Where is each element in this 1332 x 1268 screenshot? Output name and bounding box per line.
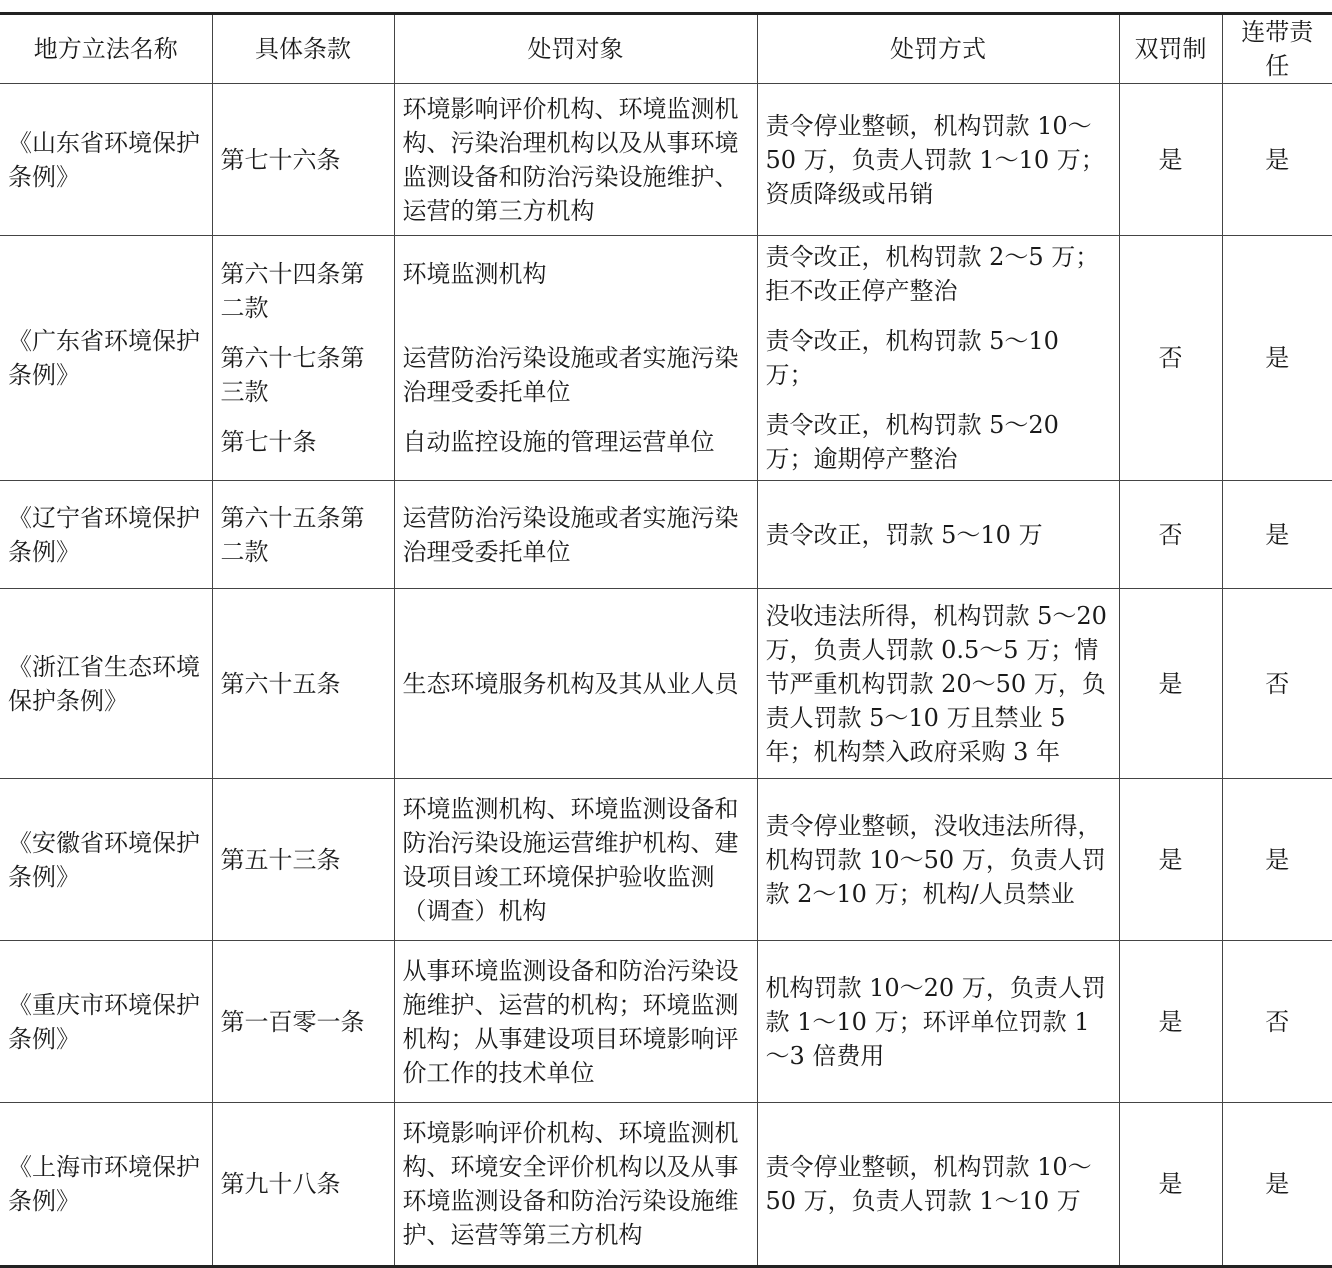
- table-row: [0, 941, 1332, 1103]
- penalty-sub-item: 责令改正，机构罚款 5～10 万；: [765, 327, 1059, 389]
- dual-penalty-cell: 是: [1119, 941, 1222, 1103]
- clause-cell: [212, 236, 394, 481]
- penalty-cell: 没收违法所得，机构罚款 5～20 万，负责人罚款 0.5～5 万；情节严重机构罚款 20～50 万，负责人罚款 5～10 万且禁业 5 年；机构禁入政府采购 3 年: [757, 589, 1119, 779]
- header-joint-liability: 连带责任: [1222, 14, 1332, 84]
- target-cell: 环境监测机构、环境监测设备和防治污染设施运营维护机构、建设项目竣工环境保护验收监测（调查）机构: [394, 779, 757, 941]
- table-header-row: [0, 14, 1332, 84]
- clause-cell: 第九十八条: [212, 1103, 394, 1267]
- penalty-cell: [757, 236, 1119, 481]
- law-name-cell: 《广东省环境保护条例》: [0, 236, 212, 481]
- table-row: [0, 1103, 1332, 1267]
- penalty-cell: 机构罚款 10～20 万，负责人罚款 1～10 万；环评单位罚款 1～3 倍费用: [757, 941, 1119, 1103]
- header-law-name: 地方立法名称: [0, 14, 212, 84]
- target-cell: 环境影响评价机构、环境监测机构、污染治理机构以及从事环境监测设备和防治污染设施维护、运营的第三方机构: [394, 84, 757, 236]
- target-sub-item: 自动监控设施的管理运营单位: [402, 428, 715, 456]
- table-row: [0, 589, 1332, 779]
- penalty-cell: 责令停业整顿，没收违法所得，机构罚款 10～50 万，负责人罚款 2～10 万；机构/人员禁业: [757, 779, 1119, 941]
- target-cell: [394, 236, 757, 481]
- dual-penalty-cell: 是: [1119, 779, 1222, 941]
- clause-cell: 第六十五条第二款: [212, 481, 394, 589]
- law-name-cell: 《上海市环境保护条例》: [0, 1103, 212, 1267]
- header-clause: 具体条款: [212, 14, 394, 84]
- header-penalty: 处罚方式: [757, 14, 1119, 84]
- penalty-cell: 责令改正，罚款 5～10 万: [757, 481, 1119, 589]
- penalty-sub-item: 责令改正，机构罚款 2～5 万；拒不改正停产整治: [765, 243, 1100, 305]
- header-dual-penalty: 双罚制: [1119, 14, 1222, 84]
- joint-liability-cell: 是: [1222, 84, 1332, 236]
- joint-liability-cell: 是: [1222, 236, 1332, 481]
- dual-penalty-cell: 是: [1119, 589, 1222, 779]
- clause-sub-item: 第七十条: [220, 428, 317, 456]
- penalty-comparison-table: [0, 12, 1332, 1268]
- header-target: 处罚对象: [394, 14, 757, 84]
- target-cell: 环境影响评价机构、环境监测机构、环境安全评价机构以及从事环境监测设备和防治污染设施维护、运营等第三方机构: [394, 1103, 757, 1267]
- target-cell: 从事环境监测设备和防治污染设施维护、运营的机构；环境监测机构；从事建设项目环境影响评价工作的技术单位: [394, 941, 757, 1103]
- clause-sub-item: 第六十四条第二款: [220, 260, 365, 322]
- penalty-cell: 责令停业整顿，机构罚款 10～50 万，负责人罚款 1～10 万: [757, 1103, 1119, 1267]
- table-row: [0, 779, 1332, 941]
- clause-sub-item: 第六十七条第三款: [220, 344, 365, 406]
- dual-penalty-cell: 否: [1119, 481, 1222, 589]
- joint-liability-cell: 是: [1222, 481, 1332, 589]
- target-sub-item: 环境监测机构: [402, 260, 547, 288]
- joint-liability-cell: 是: [1222, 1103, 1332, 1267]
- table-row: [0, 481, 1332, 589]
- clause-cell: 第一百零一条: [212, 941, 394, 1103]
- law-name-cell: 《重庆市环境保护条例》: [0, 941, 212, 1103]
- joint-liability-cell: 否: [1222, 589, 1332, 779]
- table-container: [0, 12, 1332, 1258]
- target-cell: 运营防治污染设施或者实施污染治理受委托单位: [394, 481, 757, 589]
- law-name-cell: 《山东省环境保护条例》: [0, 84, 212, 236]
- law-name-cell: 《浙江省生态环境保护条例》: [0, 589, 212, 779]
- table-row: [0, 84, 1332, 236]
- table-row: [0, 236, 1332, 481]
- target-cell: 生态环境服务机构及其从业人员: [394, 589, 757, 779]
- clause-cell: 第五十三条: [212, 779, 394, 941]
- joint-liability-cell: 是: [1222, 779, 1332, 941]
- clause-cell: 第七十六条: [212, 84, 394, 236]
- law-name-cell: 《安徽省环境保护条例》: [0, 779, 212, 941]
- dual-penalty-cell: 否: [1119, 236, 1222, 481]
- target-sub-item: 运营防治污染设施或者实施污染治理受委托单位: [402, 344, 739, 406]
- clause-cell: 第六十五条: [212, 589, 394, 779]
- penalty-sub-item: 责令改正，机构罚款 5～20 万；逾期停产整治: [765, 411, 1059, 473]
- law-name-cell: 《辽宁省环境保护条例》: [0, 481, 212, 589]
- dual-penalty-cell: 是: [1119, 1103, 1222, 1267]
- joint-liability-cell: 否: [1222, 941, 1332, 1103]
- penalty-cell: 责令停业整顿，机构罚款 10～50 万，负责人罚款 1～10 万；资质降级或吊销: [757, 84, 1119, 236]
- dual-penalty-cell: 是: [1119, 84, 1222, 236]
